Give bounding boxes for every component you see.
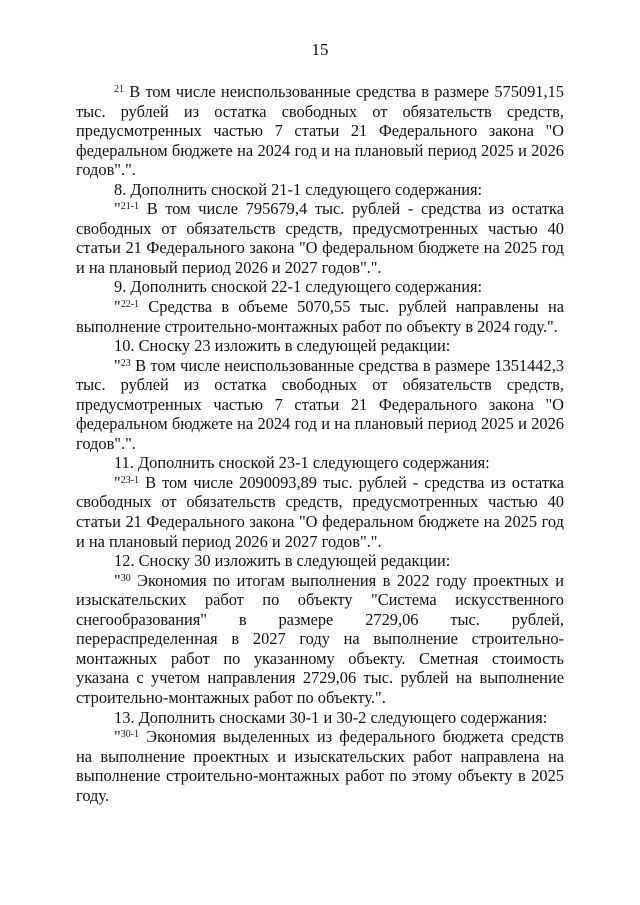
quote-mark: " — [114, 297, 121, 317]
footnote-23-1-paragraph — [76, 473, 564, 551]
paragraph-text: 11. Дополнить сноской 23-1 следующего содержания: — [114, 453, 490, 473]
quote-mark: " — [114, 199, 121, 219]
paragraph-text: Средства в объеме 5070,55 тыс. рублей направлены на выполнение строительно-монтажных работ по объекту в 2024 году.". — [76, 297, 564, 336]
item-12-paragraph — [76, 551, 564, 571]
quote-mark: " — [114, 570, 121, 590]
footnote-22-1-paragraph — [76, 297, 564, 336]
item-8-paragraph — [76, 180, 564, 200]
footnote-marker: 21 — [114, 84, 124, 95]
paragraph-text: 10. Сноску 23 изложить в следующей редакции: — [114, 336, 451, 356]
paragraph-text: 12. Сноску 30 изложить в следующей редакции: — [114, 551, 451, 571]
paragraph-text: Экономия выделенных из федерального бюджета средств на выполнение проектных и изыскательских работ направлена на выполнение строительно-монтажных работ по этому объекту в 2025 году. — [76, 727, 564, 805]
footnote-21-paragraph — [76, 82, 564, 180]
paragraph-text: Экономия по итогам выполнения в 2022 году проектных и изыскательских работ по объекту "Система искусственного снегообразования" в размере 2729,06 тыс. рублей, перераспределенная в 2027 году на выполнение строительно-монтажных работ по указанному объекту. Сметная стоимость указана с учетом направления 2729,06 тыс. рублей на выполнение строительно-монтажных работ по объекту.". — [76, 570, 564, 707]
item-13-paragraph — [76, 708, 564, 728]
footnote-marker: 23-1 — [120, 474, 140, 486]
quote-mark: " — [114, 727, 121, 747]
item-9-paragraph — [76, 277, 564, 297]
footnote-30-1-paragraph — [76, 727, 564, 805]
footnote-marker: 30-1 — [120, 729, 140, 741]
footnote-marker: 21-1 — [120, 201, 140, 213]
footnote-marker: 22-1 — [120, 299, 140, 311]
footnote-21-1-paragraph — [76, 199, 564, 277]
page-number: 15 — [311, 40, 329, 59]
document-body — [76, 82, 564, 805]
paragraph-text: 9. Дополнить сноской 22-1 следующего содержания: — [114, 277, 483, 297]
paragraph-text: 8. Дополнить сноской 21-1 следующего содержания: — [114, 179, 483, 199]
quote-mark: " — [114, 472, 121, 492]
item-11-paragraph — [76, 453, 564, 473]
footnote-marker: 23 — [120, 357, 131, 369]
footnote-marker: 30 — [120, 572, 131, 584]
footnote-23-paragraph — [76, 356, 564, 454]
footnote-30-paragraph — [76, 571, 564, 708]
paragraph-text: В том числе 2090093,89 тыс. рублей - средства из остатка свободных от обязательств средств, предусмотренных частью 40 статьи 21 Федерального закона "О федеральном бюджете на 2025 год и на плановый период 2026 и 2027 годов".". — [76, 472, 564, 551]
paragraph-text: 13. Дополнить сносками 30-1 и 30-2 следующего содержания: — [114, 707, 548, 727]
paragraph-text: В том числе неиспользованные средства в размере 1351442,3 тыс. рублей из остатка свободных от обязательств средств, предусмотренных частью 7 статьи 21 Федерального закона "О федеральном бюджете на 2024 год и на плановый период 2025 и 2026 годов".". — [76, 355, 564, 453]
paragraph-text: В том числе неиспользованные средства в размере 575091,15 тыс. рублей из остатка свободных от обязательств средств, предусмотренных частью 7 статьи 21 Федерального закона "О федеральном бюджете на 2024 год и на плановый период 2025 и 2026 годов".". — [76, 82, 564, 180]
item-10-paragraph — [76, 336, 564, 356]
quote-mark: " — [114, 355, 121, 375]
paragraph-text: В том числе 795679,4 тыс. рублей - средства из остатка свободных от обязательств средств, предусмотренных частью 40 статьи 21 Федерального закона "О федеральном бюджете на 2025 год и на плановый период 2026 и 2027 годов".". — [76, 199, 564, 277]
